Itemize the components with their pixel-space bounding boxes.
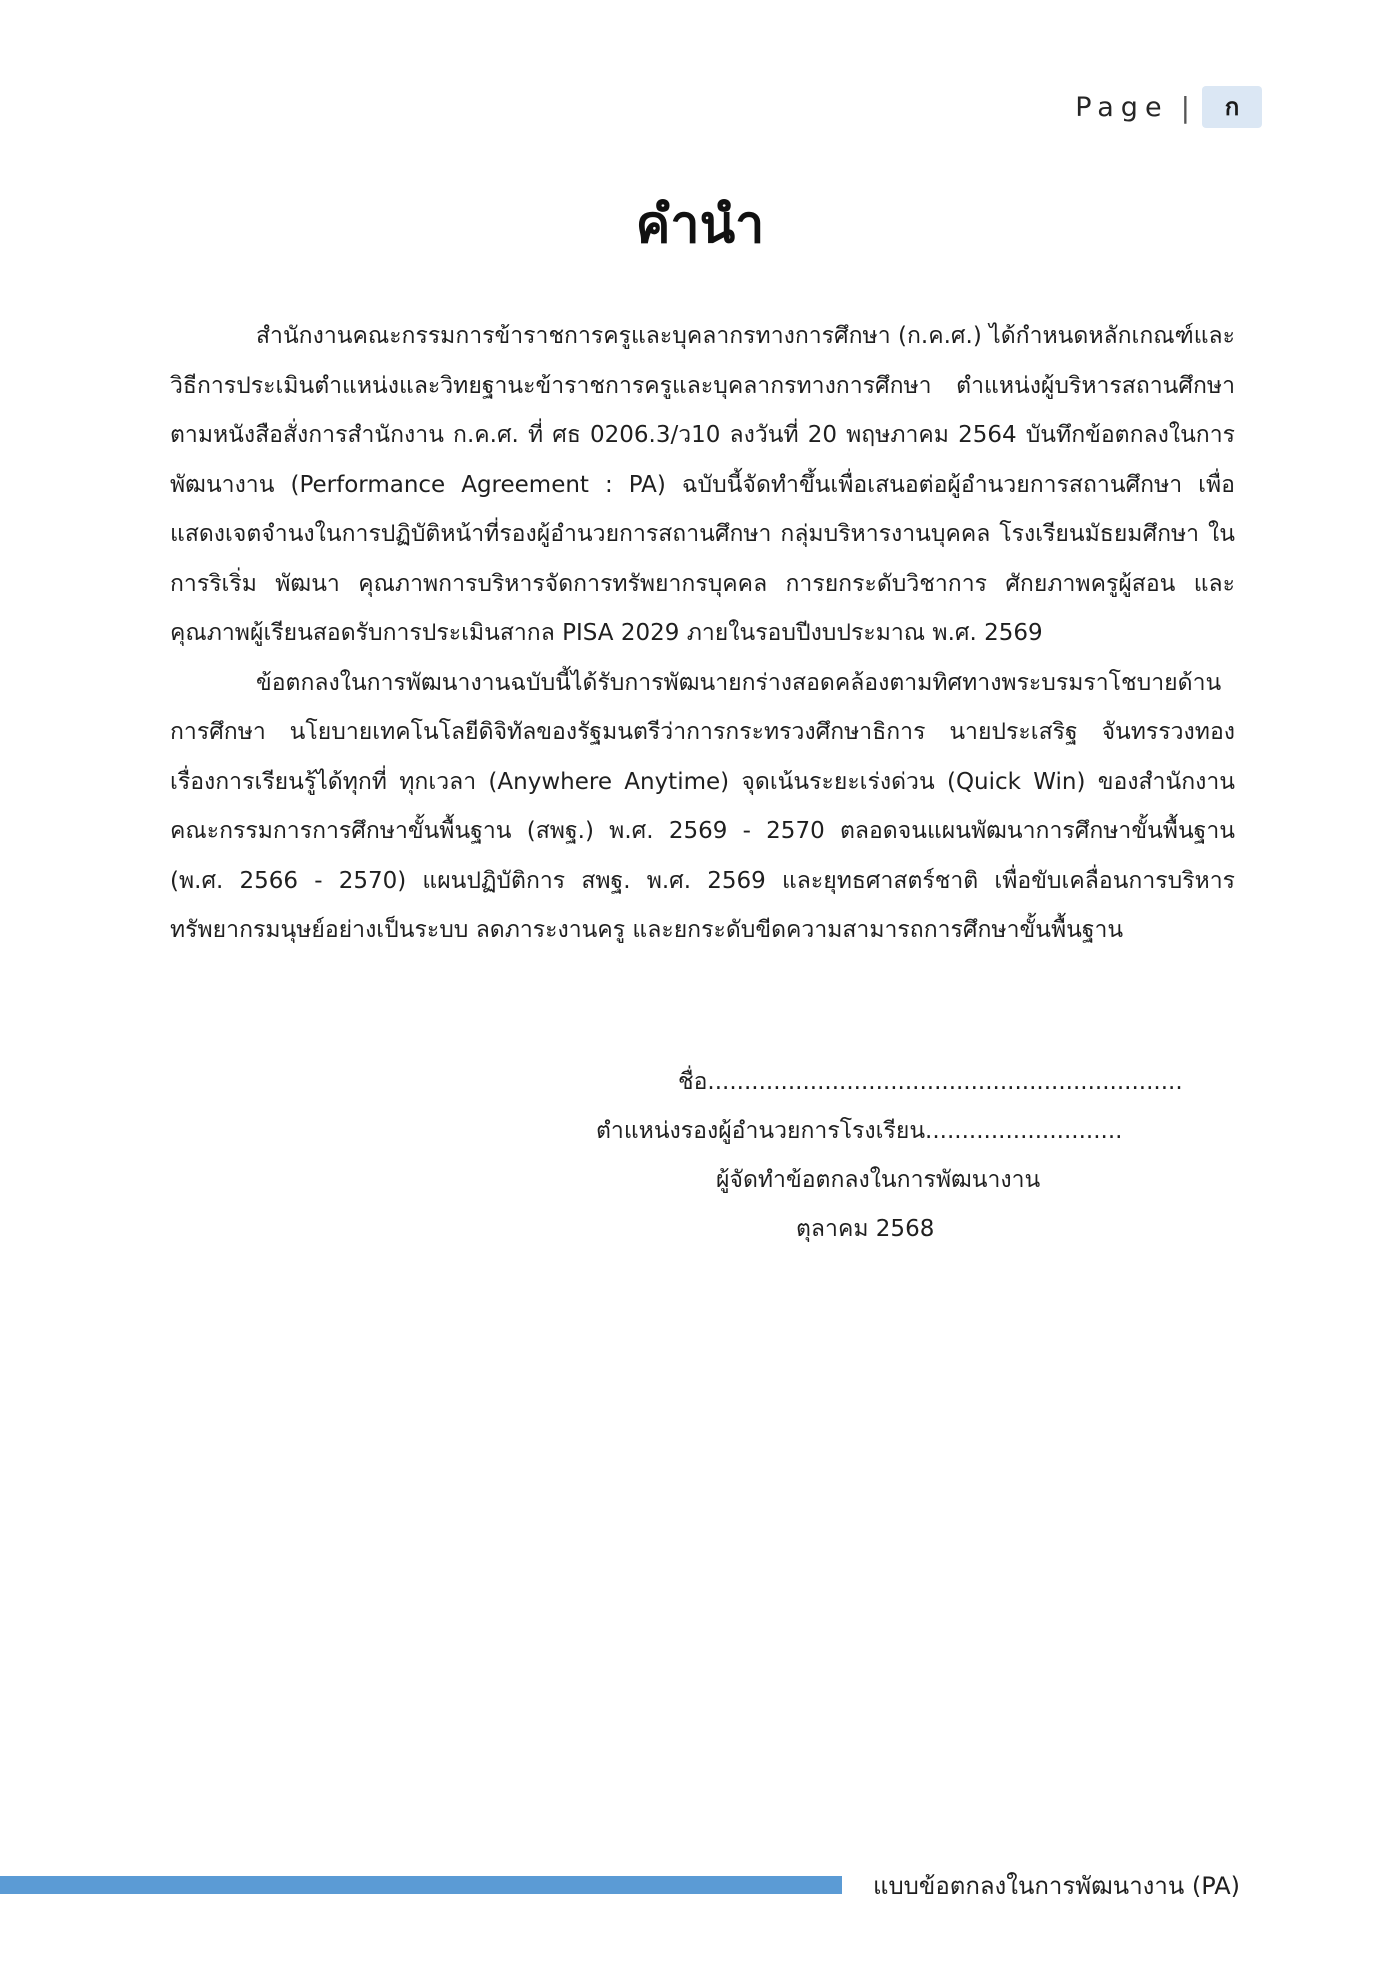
page-header: [1075, 86, 1262, 128]
page-separator: |: [1180, 90, 1190, 124]
paragraph-policy: ข้อตกลงในการพัฒนางานฉบับนี้ได้รับการพัฒนายกร่างสอดคล้องตามทิศทางพระบรมราโชบายด้านการศึกษา นโยบายเทคโนโลยีดิจิทัลของรัฐมนตรีว่าการกระทรวงศึกษาธิการ นายประเสริฐ จันทรรวงทอง เรื่องการเรียนรู้ได้ทุกที่ ทุกเวลา (Anywhere Anytime) จุดเน้นระยะเร่งด่วน (Quick Win) ของสำนักงานคณะกรรมการการศึกษาขั้นพื้นฐาน (สพฐ.) พ.ศ. 2569 - 2570 ตลอดจนแผนพัฒนาการศึกษาขั้นพื้นฐาน (พ.ศ. 2566 - 2570) แผนปฏิบัติการ สพฐ. พ.ศ. 2569 และยุทธศาสตร์ชาติ เพื่อขับเคลื่อนการบริหารทรัพยากรมนุษย์อย่างเป็นระบบ ลดภาระงานครู และยกระดับขีดความสามารถการศึกษาขั้นพื้นฐาน: [170, 669, 1235, 943]
signature-date-line: ตุลาคม 2568: [796, 1216, 935, 1242]
signature-name-line: ชื่อ.................................................................: [678, 1069, 1183, 1095]
signature-block: [560, 1058, 1183, 1254]
footer-text: แบบข้อตกลงในการพัฒนางาน (PA): [872, 1872, 1240, 1900]
signature-position-line: ตำแหน่งรองผู้อำนวยการโรงเรียน...........................: [596, 1118, 1123, 1144]
paragraph-intro: สำนักงานคณะกรรมการข้าราชการครูและบุคลากรทางการศึกษา (ก.ค.ศ.) ได้กำหนดหลักเกณฑ์และวิธีการประเมินตำแหน่งและวิทยฐานะข้าราชการครูและบุคลากรทางการศึกษา ตำแหน่งผู้บริหารสถานศึกษา ตามหนังสือสั่งการสำนักงาน ก.ค.ศ. ที่ ศธ 0206.3/ว10 ลงวันที่ 20 พฤษภาคม 2564 บันทึกข้อตกลงในการพัฒนางาน (Performance Agreement : PA) ฉบับนี้จัดทำขึ้นเพื่อเสนอต่อผู้อำนวยการสถานศึกษา เพื่อแสดงเจตจำนงในการปฏิบัติหน้าที่รองผู้อำนวยการสถานศึกษา กลุ่มบริหารงานบุคคล โรงเรียนมัธยมศึกษา ในการริเริ่ม พัฒนา คุณภาพการบริหารจัดการทรัพยากรบุคคล การยกระดับวิชาการ ศักยภาพครูผู้สอน และคุณภาพผู้เรียนสอดรับการประเมินสากล PISA 2029 ภายในรอบปีงบประมาณ พ.ศ. 2569: [170, 323, 1235, 646]
body-text: [170, 312, 1235, 956]
page-number: ก: [1202, 86, 1262, 128]
footer-bar: [0, 1876, 842, 1894]
document-title: คำนำ: [635, 195, 765, 255]
signature-role-line: ผู้จัดทำข้อตกลงในการพัฒนางาน: [716, 1167, 1041, 1193]
page-label: Page: [1075, 91, 1169, 123]
